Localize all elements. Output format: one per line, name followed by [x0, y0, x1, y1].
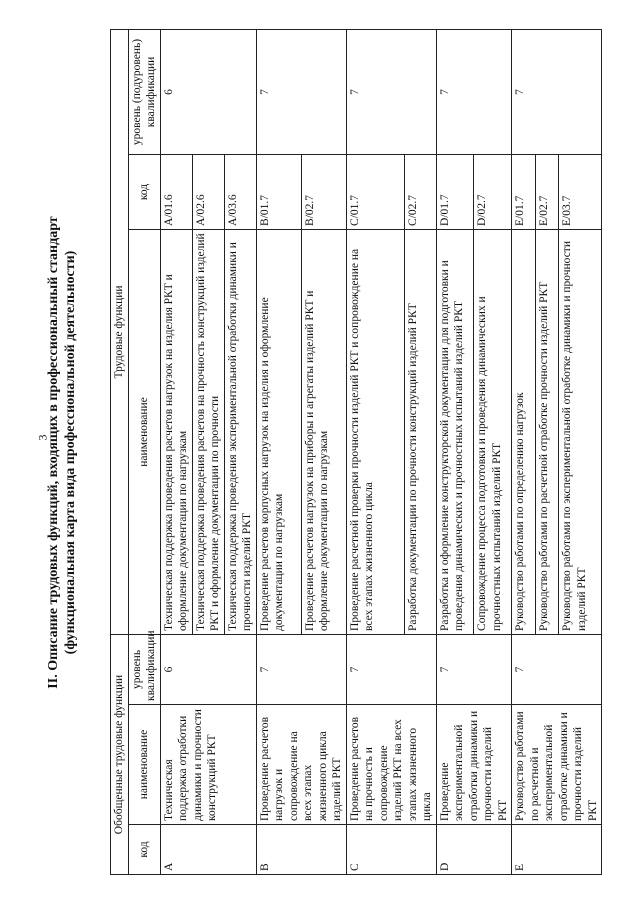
- title-line-1: II. Описание трудовых функций, входящих в профессиональный стандарт: [46, 216, 61, 689]
- table-row: [512, 29, 536, 874]
- group-code: E: [512, 825, 602, 875]
- function-code: A/03.6: [224, 154, 256, 229]
- function-name: Проведение расчетов корпусных нагрузок на изделия и оформление документации по нагрузкам: [256, 229, 301, 634]
- function-name: Руководство работами по расчетной отработке прочности изделий РКТ: [535, 229, 559, 634]
- table-row: [160, 29, 192, 874]
- header-code: код: [128, 825, 160, 875]
- header-row-sub: [128, 29, 160, 874]
- title-line-2: (функциональная карта вида профессиональной деятельности): [63, 250, 78, 655]
- header-tf-name: наименование: [128, 229, 160, 634]
- table-row: [346, 29, 404, 874]
- function-code: D/01.7: [436, 154, 474, 229]
- group-level: 7: [256, 634, 346, 704]
- function-name: Техническая поддержка проведения расчетов нагрузок на изделия РКТ и оформление документации по нагрузкам: [160, 229, 192, 634]
- function-code: E/01.7: [512, 154, 536, 229]
- group-code: C: [346, 825, 436, 875]
- group-level: 7: [346, 634, 436, 704]
- function-name: Проведение расчетной проверки прочности изделий РКТ и сопровождение на всех этапах жизненного цикла: [346, 229, 404, 634]
- function-name: Сопровождение процесса подготовки и проведения динамических и прочностных испытаний изделий РКТ: [474, 229, 512, 634]
- table-row: [436, 29, 474, 874]
- function-name: Техническая поддержка проведения экспериментальной отработки динамики и прочности изделий РКТ: [224, 229, 256, 634]
- group-name: Проведение расчетов на прочность и сопровождение изделий РКТ на всех этапах жизненного цикла: [346, 705, 436, 825]
- function-code: A/01.6: [160, 154, 192, 229]
- group-code: B: [256, 825, 346, 875]
- group-level: 6: [160, 634, 256, 704]
- group-level: 7: [512, 634, 602, 704]
- header-tf-code: код: [128, 154, 160, 229]
- group-name: Проведение экспериментальной отработки динамики и прочности изделий РКТ: [436, 705, 512, 825]
- header-tf-level: уровень (подуровень) квалификации: [128, 29, 160, 154]
- function-name: Руководство работами по определению нагрузок: [512, 229, 536, 634]
- function-code: E/03.7: [559, 154, 602, 229]
- function-code: B/01.7: [256, 154, 301, 229]
- group-code: D: [436, 825, 512, 875]
- group-name: Руководство работами по расчетной и экспериментальной отработке динамики и прочности изделий РКТ: [512, 705, 602, 825]
- function-code: C/02.7: [404, 154, 436, 229]
- function-level: 7: [436, 29, 512, 154]
- function-code: D/02.7: [474, 154, 512, 229]
- page-number: 3: [35, 434, 50, 441]
- function-code: C/01.7: [346, 154, 404, 229]
- section-title: [45, 40, 79, 865]
- functional-map-table: [110, 29, 602, 875]
- header-row-top: [111, 29, 129, 874]
- function-level: 7: [346, 29, 436, 154]
- function-name: Проведение расчетов нагрузок на приборы и агрегаты изделий РКТ и оформление документации по нагрузкам: [301, 229, 346, 634]
- header-labor: Трудовые функции: [111, 29, 129, 634]
- table-row: [256, 29, 301, 874]
- group-code: A: [160, 825, 256, 875]
- function-level: 7: [256, 29, 346, 154]
- group-level: 7: [436, 634, 512, 704]
- function-code: E/02.7: [535, 154, 559, 229]
- header-level: уровень квалификации: [128, 634, 160, 704]
- group-name: Техническая поддержка отработки динамики и прочности конструкций РКТ: [160, 705, 256, 825]
- function-name: Разработка и оформление конструкторской документации для подготовки и проведения динамических и прочностных испытаний изделий РКТ: [436, 229, 474, 634]
- function-name: Техническая поддержка проведения расчетов на прочность конструкций изделий РКТ и оформление документации по прочности: [192, 229, 224, 634]
- function-code: B/02.7: [301, 154, 346, 229]
- function-level: 6: [160, 29, 256, 154]
- function-code: A/02.6: [192, 154, 224, 229]
- function-level: 7: [512, 29, 602, 154]
- function-name: Руководство работами по экспериментальной отработке динамики и прочности изделий РКТ: [559, 229, 602, 634]
- header-name: наименование: [128, 705, 160, 825]
- header-generalized: Обобщенные трудовые функции: [111, 634, 129, 874]
- group-name: Проведение расчетов нагрузок и сопровождение на всех этапах жизненного цикла изделий РКТ: [256, 705, 346, 825]
- function-name: Разработка документации по прочности конструкций изделий РКТ: [404, 229, 436, 634]
